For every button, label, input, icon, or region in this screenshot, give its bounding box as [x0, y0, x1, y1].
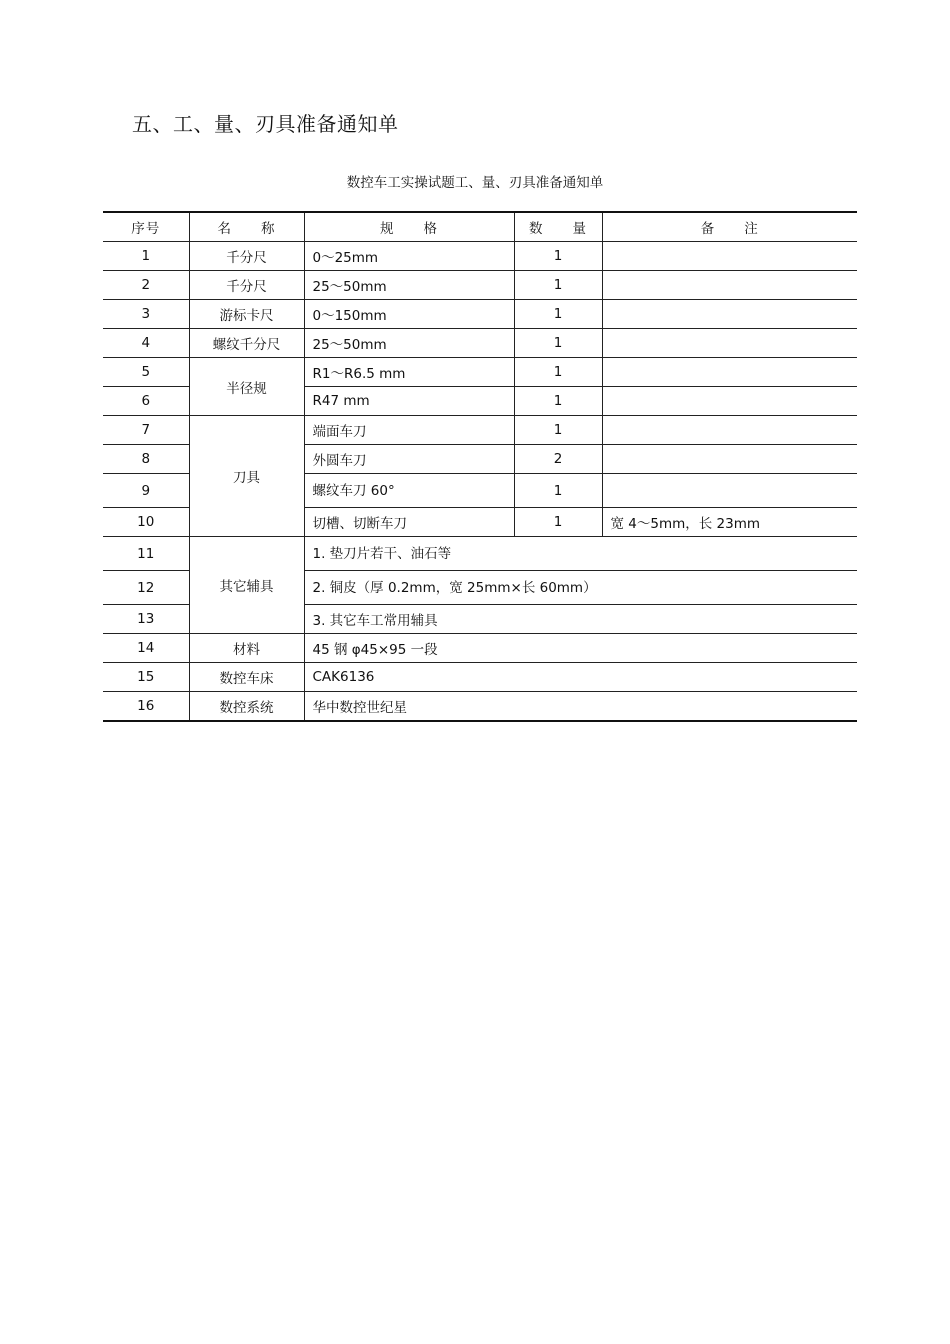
cell-name-merged: 其它辅具 — [189, 537, 304, 634]
tool-preparation-table — [103, 211, 857, 722]
cell-remark — [602, 329, 857, 358]
table-row — [103, 663, 857, 692]
cell-serial: 11 — [103, 537, 189, 571]
cell-remark — [602, 300, 857, 329]
table-row — [103, 692, 857, 722]
cell-spec-wide: 45 钢 φ45×95 一段 — [304, 634, 857, 663]
header-quantity: 数 量 — [514, 212, 602, 242]
cell-spec: R1～R6.5 mm — [304, 358, 514, 387]
cell-serial: 7 — [103, 416, 189, 445]
table-header-row — [103, 212, 857, 242]
table-row — [103, 634, 857, 663]
cell-serial: 4 — [103, 329, 189, 358]
cell-serial: 14 — [103, 634, 189, 663]
cell-serial: 1 — [103, 242, 189, 271]
cell-name-merged: 刀具 — [189, 416, 304, 537]
table-row — [103, 416, 857, 445]
cell-serial: 6 — [103, 387, 189, 416]
cell-spec-wide: 2. 铜皮（厚 0.2mm，宽 25mm×长 60mm） — [304, 571, 857, 605]
cell-remark — [602, 271, 857, 300]
cell-serial: 2 — [103, 271, 189, 300]
cell-remark — [602, 416, 857, 445]
cell-name: 千分尺 — [189, 271, 304, 300]
cell-spec-wide: CAK6136 — [304, 663, 857, 692]
cell-name: 千分尺 — [189, 242, 304, 271]
cell-spec: 25～50mm — [304, 271, 514, 300]
table-row — [103, 537, 857, 571]
table-row — [103, 300, 857, 329]
cell-remark — [602, 474, 857, 508]
cell-name: 螺纹千分尺 — [189, 329, 304, 358]
cell-name: 数控车床 — [189, 663, 304, 692]
cell-spec-wide: 1. 垫刀片若干、油石等 — [304, 537, 857, 571]
cell-serial: 3 — [103, 300, 189, 329]
cell-quantity: 1 — [514, 242, 602, 271]
cell-spec-wide: 华中数控世纪星 — [304, 692, 857, 722]
cell-spec: 螺纹车刀 60° — [304, 474, 514, 508]
cell-name: 游标卡尺 — [189, 300, 304, 329]
cell-quantity: 2 — [514, 445, 602, 474]
cell-serial: 12 — [103, 571, 189, 605]
header-serial: 序号 — [103, 212, 189, 242]
table-row — [103, 271, 857, 300]
section-heading: 五、工、量、刃具准备通知单 — [132, 112, 399, 136]
cell-serial: 5 — [103, 358, 189, 387]
cell-spec: 端面车刀 — [304, 416, 514, 445]
header-remark: 备 注 — [602, 212, 857, 242]
cell-serial: 15 — [103, 663, 189, 692]
cell-spec: 0～150mm — [304, 300, 514, 329]
cell-quantity: 1 — [514, 474, 602, 508]
cell-name: 材料 — [189, 634, 304, 663]
header-spec: 规 格 — [304, 212, 514, 242]
table-caption: 数控车工实操试题工、量、刃具准备通知单 — [346, 175, 604, 191]
cell-quantity: 1 — [514, 329, 602, 358]
table-row — [103, 358, 857, 387]
cell-name-merged: 半径规 — [189, 358, 304, 416]
table-row — [103, 329, 857, 358]
cell-serial: 13 — [103, 605, 189, 634]
cell-spec: 外圆车刀 — [304, 445, 514, 474]
cell-spec: 切槽、切断车刀 — [304, 508, 514, 537]
table-row — [103, 242, 857, 271]
cell-serial: 10 — [103, 508, 189, 537]
cell-quantity: 1 — [514, 300, 602, 329]
cell-remark — [602, 387, 857, 416]
cell-spec: R47 mm — [304, 387, 514, 416]
cell-name: 数控系统 — [189, 692, 304, 722]
cell-serial: 8 — [103, 445, 189, 474]
cell-quantity: 1 — [514, 358, 602, 387]
cell-serial: 16 — [103, 692, 189, 722]
cell-spec: 0～25mm — [304, 242, 514, 271]
header-name: 名 称 — [189, 212, 304, 242]
cell-serial: 9 — [103, 474, 189, 508]
cell-spec: 25～50mm — [304, 329, 514, 358]
cell-remark — [602, 358, 857, 387]
cell-quantity: 1 — [514, 416, 602, 445]
cell-quantity: 1 — [514, 387, 602, 416]
cell-remark — [602, 445, 857, 474]
cell-quantity: 1 — [514, 508, 602, 537]
cell-remark — [602, 242, 857, 271]
cell-quantity: 1 — [514, 271, 602, 300]
cell-remark: 宽 4～5mm，长 23mm — [602, 508, 857, 537]
cell-spec-wide: 3. 其它车工常用辅具 — [304, 605, 857, 634]
